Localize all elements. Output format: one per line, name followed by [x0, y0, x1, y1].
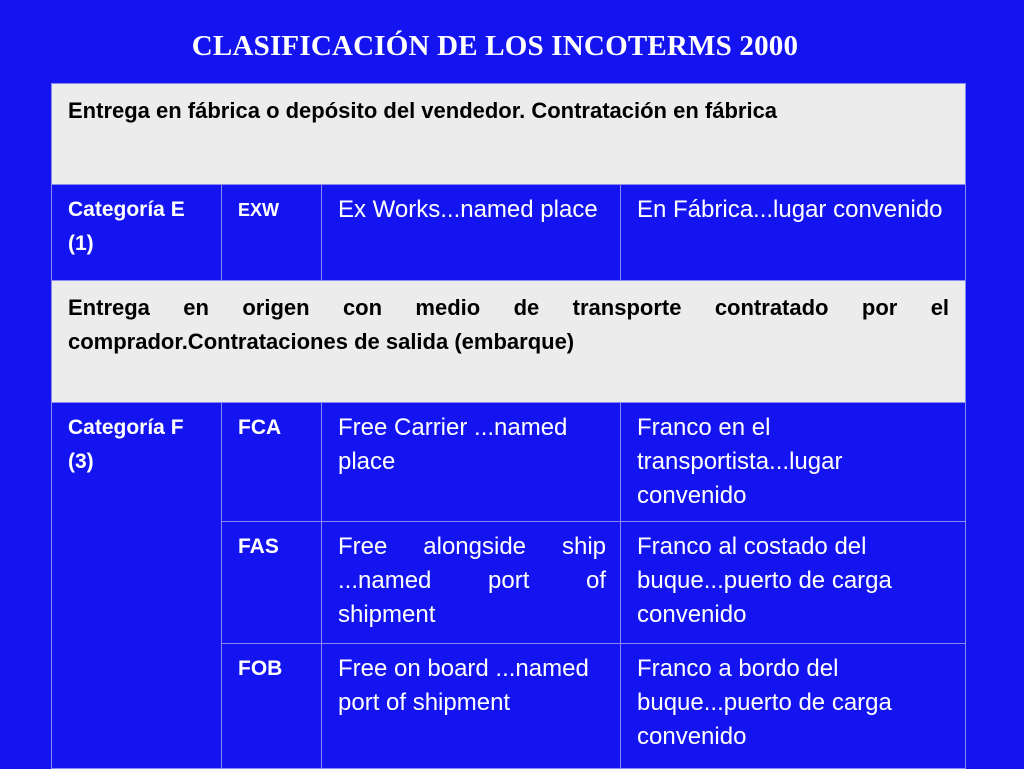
- page-title: CLASIFICACIÓN DE LOS INCOTERMS 2000: [191, 30, 799, 62]
- category-f-label: Categoría F (3): [52, 403, 222, 769]
- term-spanish: En Fábrica...lugar convenido: [621, 185, 966, 281]
- term-code: EXW: [222, 185, 322, 281]
- term-english: Free on board ...named port of shipment: [322, 644, 621, 769]
- group-f-header-row: [52, 281, 966, 403]
- term-code: FAS: [222, 522, 322, 644]
- term-spanish: Franco a bordo del buque...puerto de carga convenido: [621, 644, 966, 769]
- term-english: Free alongside ship ...named port of shipment: [322, 522, 621, 644]
- term-spanish: Franco en el transportista...lugar convenido: [621, 403, 966, 522]
- incoterms-table: [51, 83, 966, 769]
- group-e-description: Entrega en fábrica o depósito del vendedor. Contratación en fábrica: [52, 84, 966, 185]
- term-spanish: Franco al costado del buque...puerto de carga convenido: [621, 522, 966, 644]
- term-row-fca: [52, 403, 966, 522]
- term-code: FOB: [222, 644, 322, 769]
- category-e-label: Categoría E (1): [52, 185, 222, 281]
- term-code: FCA: [222, 403, 322, 522]
- term-english: Ex Works...named place: [322, 185, 621, 281]
- group-f-description: Entrega en origen con medio de transporte contratado por el comprador.Contrataciones de salida (embarque): [52, 281, 966, 403]
- group-e-header-row: [52, 84, 966, 185]
- term-row-exw: [52, 185, 966, 281]
- term-english: Free Carrier ...named place: [322, 403, 621, 522]
